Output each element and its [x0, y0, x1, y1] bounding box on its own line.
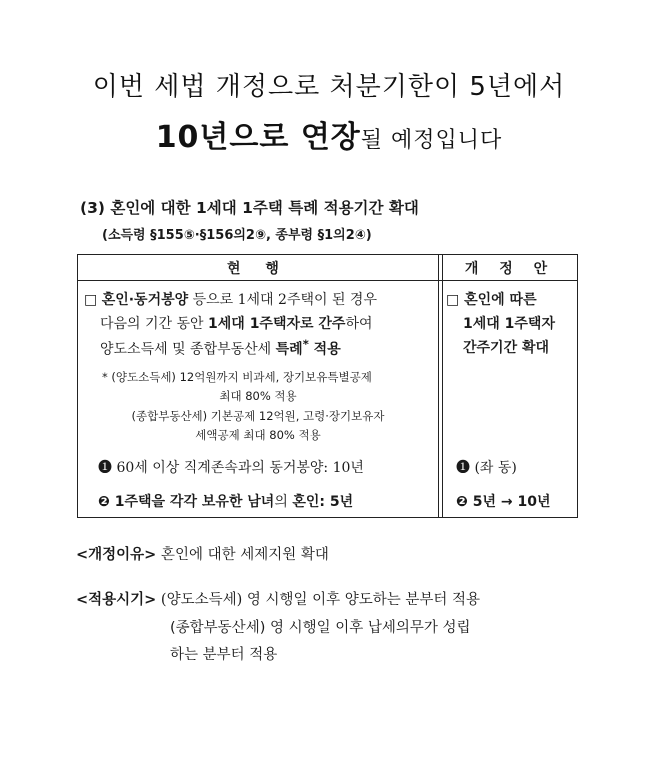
timing-line2: (종합부동산세) 영 시행일 이후 납세의무가 성립 — [170, 620, 471, 636]
note-line3: (종합부동산세) 기본공제 12억원, 고령·장기보유자 — [131, 409, 385, 423]
footnote-marker: * — [302, 337, 309, 351]
current-item2-mid: 의 — [274, 494, 293, 510]
column-divider — [438, 255, 443, 517]
timing-row — [76, 588, 480, 609]
current-line1 — [84, 289, 377, 309]
current-line3 — [100, 337, 341, 359]
note-line2: 최대 80% 적용 — [219, 389, 297, 403]
current-item2 — [98, 491, 353, 511]
reason-text: 혼인에 대한 세제지원 확대 — [156, 547, 329, 563]
current-line1-rest: 등으로 1세대 2주택이 된 경우 — [188, 292, 377, 308]
current-item2-bold: 혼인: 5년 — [292, 494, 354, 510]
header-current: 현 행 — [227, 261, 289, 277]
timing-line1: (양도소득세) 영 시행일 이후 양도하는 분부터 적용 — [156, 592, 481, 608]
current-item1: ❶ 60세 이상 직계존속과의 동거봉양: 10년 — [98, 460, 364, 476]
current-line2-bold: 1세대 1주택자로 간주 — [208, 316, 346, 332]
proposed-item2: ❷ 5년 → 10년 — [456, 494, 551, 510]
proposed-line1: □ 혼인에 따른 — [446, 292, 537, 308]
checkbox-glyph: □ — [84, 292, 98, 308]
reason-row — [76, 543, 329, 564]
proposed-line2: 1세대 1주택자 — [463, 316, 555, 332]
current-line1-bold: 혼인·동거봉양 — [101, 292, 189, 308]
current-line2-pre: 다음의 기간 동안 — [100, 316, 209, 332]
current-line2-post: 하여 — [345, 316, 373, 332]
current-line3-pre: 양도소득세 및 종합부동산세 — [100, 341, 276, 358]
headline-line1: 이번 세법 개정으로 처분기한이 5년에서 — [92, 72, 566, 102]
header-proposed: 개 정 안 — [464, 261, 556, 277]
reason-label: <개정이유> — [76, 547, 157, 563]
table-header-row — [78, 255, 577, 281]
section-subtitle: (소득령 §155⑤·§156의2⑨, 종부령 §1의2④) — [102, 228, 372, 243]
current-line3-bold: 특례 — [275, 341, 303, 358]
comparison-table — [77, 254, 578, 518]
section-title: (3) 혼인에 대한 1세대 1주택 특례 적용기간 확대 — [80, 199, 419, 217]
timing-label: <적용시기> — [76, 592, 157, 608]
headline-line2-emphasis: 10년으로 연장 — [155, 120, 361, 155]
note-line4: 세액공제 최대 80% 적용 — [195, 428, 321, 442]
headline-line2 — [0, 112, 658, 156]
proposed-line3: 간주기간 확대 — [463, 340, 550, 356]
current-line3-post: 적용 — [308, 341, 341, 358]
headline-line2-rest: 될 예정입니다 — [360, 128, 503, 153]
timing-line3: 하는 분부터 적용 — [170, 647, 278, 663]
current-item2-pre: ❷ 1주택을 각각 보유한 남녀 — [98, 494, 275, 510]
proposed-item1: ❶ (좌 동) — [456, 460, 517, 476]
current-line2 — [100, 313, 373, 333]
note-line1: * (양도소득세) 12억원까지 비과세, 장기보유특별공제 — [102, 370, 372, 384]
